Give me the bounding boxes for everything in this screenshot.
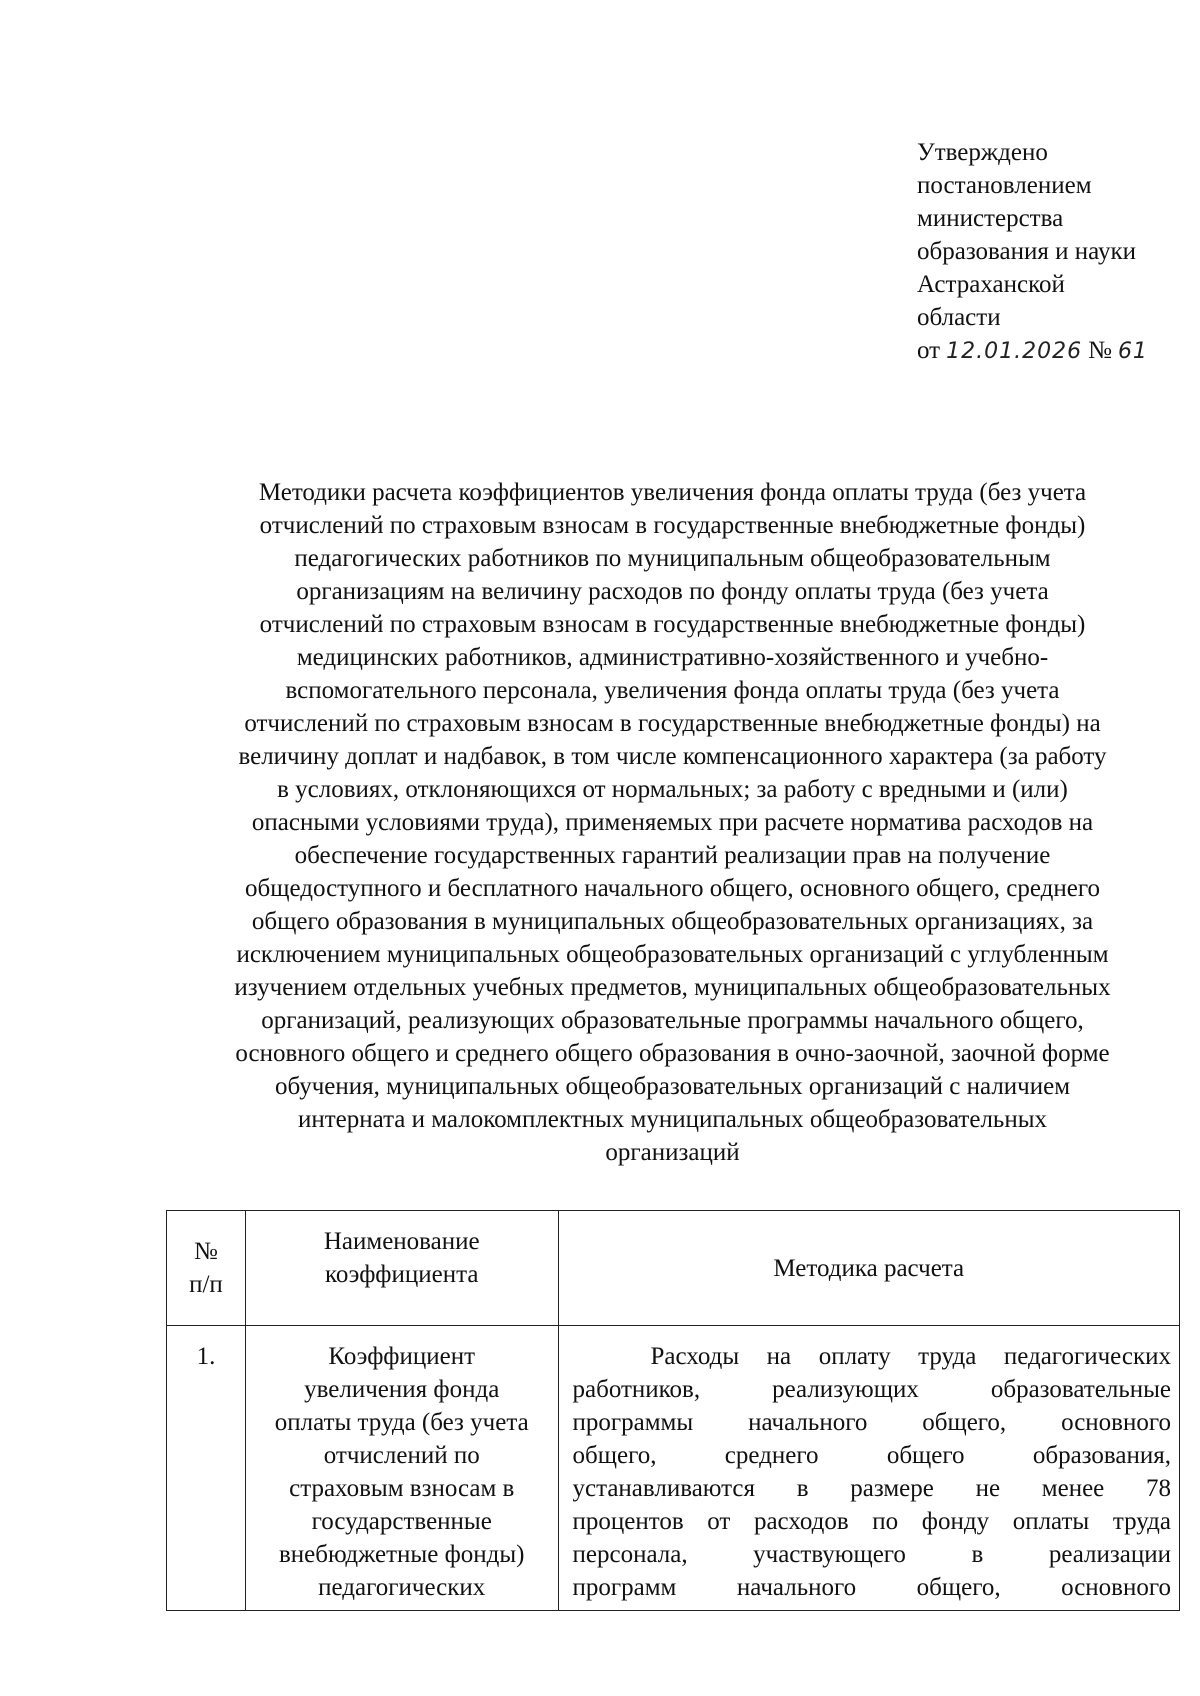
method-text-line: работников, реализующих образовательные	[572, 1376, 1171, 1403]
title-line: отчислений по страховым взносам в государственные внебюджетные фонды) на	[244, 710, 1101, 737]
title-line: Методики расчета коэффициентов увеличения фонда оплаты труда (без учета	[258, 479, 1087, 506]
title-line: величину доплат и надбавок, в том числе компенсационного характера (за работу	[238, 743, 1107, 770]
approval-line: постановлением	[917, 172, 1092, 199]
table-header-row	[167, 1211, 1180, 1326]
coefficient-name-line: педагогических	[318, 1574, 486, 1601]
title-line: интерната и малокомплектных муниципальных общеобразовательных	[297, 1106, 1048, 1133]
approval-line: министерства	[917, 205, 1064, 232]
coefficient-name-line: страховым взносам в	[289, 1475, 515, 1502]
title-line: исключением муниципальных общеобразовательных организаций с углубленным	[236, 941, 1109, 968]
title-line: обучения, муниципальных общеобразовательных организаций с наличием	[274, 1073, 1071, 1100]
title-line: опасными условиями труда), применяемых при расчете норматива расходов на	[251, 809, 1094, 836]
table-row	[167, 1326, 1180, 1611]
header-name	[245, 1211, 558, 1326]
handwritten-date: 12.01.2026	[946, 339, 1083, 364]
header-name-line2: коэффициента	[324, 1261, 479, 1288]
title-line: отчислений по страховым взносам в государственные внебюджетные фонды)	[259, 512, 1086, 539]
title-line: обеспечение государственных гарантий реализации прав на получение	[294, 842, 1051, 869]
approval-line: Астраханской	[917, 271, 1065, 298]
title-line: организаций, реализующих образовательные программы начального общего,	[261, 1007, 1084, 1034]
title-line: организациям на величину расходов по фонду оплаты труда (без учета	[296, 578, 1049, 605]
header-num-line2: п/п	[189, 1271, 223, 1298]
method-text-line: процентов от расходов по фонду оплаты труда	[572, 1508, 1171, 1535]
title-line: основного общего и среднего общего образования в очно-заочной, заочной форме	[235, 1040, 1110, 1067]
coefficient-name-line: увеличения фонда	[304, 1376, 500, 1403]
method-text-line: программ начального общего, основного	[572, 1574, 1171, 1601]
approval-line: области	[917, 304, 1001, 331]
title-line: организаций	[605, 1139, 740, 1166]
title-line: отчислений по страховым взносам в государственные внебюджетные фонды)	[259, 611, 1086, 638]
coefficient-name-line: государственные	[311, 1508, 492, 1535]
row-method	[558, 1326, 1180, 1611]
title-line: медицинских работников, административно-хозяйственного и учебно-	[296, 644, 1049, 671]
method-text-line: устанавливаются в размере не менее 78	[572, 1475, 1171, 1502]
coefficient-name-line: внебюджетные фонды)	[278, 1541, 525, 1568]
title-line: вспомогательного персонала, увеличения фонда оплаты труда (без учета	[285, 677, 1060, 704]
coefficient-name-line: Коэффициент	[328, 1343, 476, 1370]
title-line: в условиях, отклоняющихся от нормальных; за работу с вредными и (или)	[277, 776, 1068, 803]
row-name	[245, 1326, 558, 1611]
method-text-line: Расходы на оплату труда педагогических	[650, 1343, 1171, 1370]
method-text-line: программы начального общего, основного	[572, 1409, 1171, 1436]
method-text-line: общего, среднего общего образования,	[572, 1442, 1171, 1469]
number-sign: №	[1088, 337, 1112, 364]
header-num	[167, 1211, 246, 1326]
header-method: Методика расчета	[558, 1211, 1180, 1326]
coefficient-name-line: оплаты труда (без учета	[274, 1409, 529, 1436]
approval-line: Утверждено	[917, 139, 1048, 166]
date-prefix: от	[917, 337, 941, 364]
title-line: изучением отдельных учебных предметов, муниципальных общеобразовательных	[234, 974, 1111, 1001]
header-num-line1: №	[194, 1238, 218, 1265]
row-num: 1.	[167, 1326, 246, 1611]
title-line: общего образования в муниципальных общеобразовательных организациях, за	[251, 908, 1094, 935]
method-text-line: персонала, участвующего в реализации	[572, 1541, 1171, 1568]
coefficients-table	[166, 1210, 1180, 1611]
coefficient-name-line: отчислений по	[323, 1442, 480, 1469]
handwritten-number: 61	[1117, 339, 1148, 364]
title-line: общедоступного и бесплатного начального общего, основного общего, среднего	[245, 875, 1100, 902]
header-name-line1: Наименование	[323, 1228, 480, 1255]
title-line: педагогических работников по муниципальным общеобразовательным	[294, 545, 1051, 572]
approval-line: образования и науки	[917, 238, 1136, 265]
